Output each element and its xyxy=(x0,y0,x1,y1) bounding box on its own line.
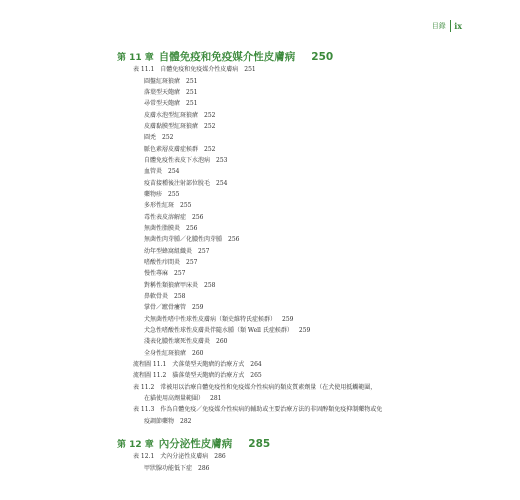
toc-page: 286 xyxy=(214,453,226,460)
toc-text: 表 12.1 犬內分泌性皮膚病 xyxy=(133,453,209,460)
toc-text: 流程圖 11.1 犬落葉型天皰瘡的治療方式 xyxy=(133,361,245,368)
toc-entry-page: 254 xyxy=(168,168,180,175)
header-divider xyxy=(450,20,451,32)
toc-entry[interactable] xyxy=(144,225,197,233)
toc-entry-page: 257 xyxy=(186,259,198,266)
toc-text: 疫調節藥物 xyxy=(144,417,175,425)
toc-entry-text: 自體免疫性表皮下水泡病 xyxy=(144,157,211,164)
toc-page: 264 xyxy=(250,361,262,368)
toc-entry[interactable] xyxy=(144,214,203,222)
toc-entry-text: 多形性紅斑 xyxy=(144,202,175,209)
toc-entry[interactable] xyxy=(144,316,293,324)
toc-entry[interactable] xyxy=(144,304,203,312)
toc-entry[interactable] xyxy=(144,350,203,358)
toc-table-12-1[interactable] xyxy=(133,453,226,461)
toc-table-11-2[interactable] xyxy=(133,384,376,392)
toc-entry[interactable] xyxy=(144,168,179,176)
toc-entry[interactable] xyxy=(144,293,185,301)
toc-text: 表 11.3 作為自體免疫／免疫媒介性疾病的輔助或主要治療方法的非固醇類免疫抑制藥物或免 xyxy=(133,406,383,413)
page-header xyxy=(432,20,462,32)
toc-page: 265 xyxy=(250,372,262,379)
toc-entry-text: 嗜酸性疖間炎 xyxy=(144,259,181,266)
toc-entry-page: 259 xyxy=(282,315,294,323)
toc-entry-page: 252 xyxy=(162,134,174,141)
toc-entry-text: 皮膚黏膜型紅斑狼瘡 xyxy=(144,123,199,130)
chapter-page: 285 xyxy=(248,438,271,450)
chapter-12-heading[interactable] xyxy=(117,436,270,451)
toc-entry-page: 259 xyxy=(298,327,311,334)
toc-entry-text: 鼻軟骨炎 xyxy=(144,293,169,300)
toc-text: 表 11.2 常被用以治療自體免疫性和免疫媒介性疾病的類皮質素劑量（在犬使用抵觸範圍， xyxy=(133,383,377,391)
toc-entry-text: 甲狀腺功能低下症 xyxy=(144,464,193,472)
toc-entry-page: 259 xyxy=(192,304,204,311)
chapter-title: 內分泌性皮膚病 xyxy=(158,438,233,450)
toc-entry[interactable] xyxy=(144,100,197,108)
toc-entry-text: 落葉型天皰瘡 xyxy=(144,89,181,96)
toc-entry-page: 251 xyxy=(186,100,198,107)
chapter-page: 250 xyxy=(311,51,334,63)
toc-entry-page: 260 xyxy=(192,349,204,357)
toc-entry-page: 254 xyxy=(216,179,228,187)
toc-entry-page: 252 xyxy=(204,145,216,153)
toc-entry-text: 淺表化膿性壞死性皮膚炎 xyxy=(144,338,211,345)
toc-entry-page: 286 xyxy=(198,464,210,472)
toc-entry[interactable] xyxy=(144,248,209,256)
toc-entry-text: 全身性紅斑狼瘡 xyxy=(144,349,187,357)
toc-page: 251 xyxy=(244,66,256,73)
toc-entry-page: 255 xyxy=(168,191,180,198)
toc-table-11-2-cont[interactable] xyxy=(144,395,221,403)
toc-text: 流程圖 11.2 貓落葉型天皰瘡的治療方式 xyxy=(133,372,245,379)
toc-entry-text: 無菌性脂膜炎 xyxy=(144,225,181,232)
toc-entry-page: 257 xyxy=(174,270,186,277)
header-page-number: ix xyxy=(454,21,462,31)
toc-entry-text: 圓盤紅斑狼瘡 xyxy=(144,77,181,85)
toc-table-11-1[interactable] xyxy=(133,66,256,74)
toc-entry-text: 犬無菌性嗜中性球性皮膚病（類史維特氏症候群） xyxy=(144,315,277,323)
toc-entry-text: 犬急性嗜酸性球性皮膚炎伴隨水腫（類 Well 氏症候群） xyxy=(144,327,293,334)
toc-entry-page: 256 xyxy=(186,225,198,232)
toc-entry[interactable] xyxy=(144,282,215,290)
toc-entry-page: 252 xyxy=(204,111,216,119)
toc-text: 表 11.1 自體免疫和免疫媒介性皮膚病 xyxy=(133,66,239,73)
toc-entry-page: 258 xyxy=(174,293,186,300)
chapter-11-heading[interactable] xyxy=(117,49,333,64)
toc-entry[interactable] xyxy=(144,202,191,210)
toc-entry-page: 252 xyxy=(204,123,216,130)
toc-table-11-3[interactable] xyxy=(133,406,382,414)
toc-entry-text: 掌骨／蹠骨瘻管 xyxy=(144,304,187,311)
toc-entry-text: 血管炎 xyxy=(144,168,163,175)
toc-flowchart-11-1[interactable] xyxy=(133,361,262,369)
toc-entry[interactable] xyxy=(144,146,215,154)
toc-entry-page: 255 xyxy=(180,202,192,209)
toc-entry-page: 260 xyxy=(216,338,228,345)
toc-text: 在貓使用高劑量範圍） xyxy=(144,395,205,402)
toc-entry-text: 幼年型蜂窩組織炎 xyxy=(144,247,193,255)
toc-entry[interactable] xyxy=(144,259,197,267)
toc-entry[interactable] xyxy=(144,123,215,131)
toc-entry-page: 256 xyxy=(192,213,204,221)
toc-entry-page: 253 xyxy=(216,157,228,164)
toc-entry[interactable] xyxy=(144,465,209,473)
toc-entry[interactable] xyxy=(144,191,179,199)
toc-entry-text: 毒性表皮溶解症 xyxy=(144,213,187,221)
toc-entry-text: 慢性蕁麻 xyxy=(144,270,169,277)
toc-entry-text: 無菌性肉芽腫／化膿性肉芽腫 xyxy=(144,236,223,243)
chapter-number: 第 11 章 xyxy=(117,53,154,63)
toc-entry[interactable] xyxy=(144,327,310,335)
toc-page: 281 xyxy=(210,395,222,402)
toc-entry[interactable] xyxy=(144,338,227,346)
toc-entry[interactable] xyxy=(144,270,185,278)
toc-entry[interactable] xyxy=(144,134,173,142)
toc-entry-text: 尋常型天皰瘡 xyxy=(144,100,181,107)
toc-entry-text: 藥物疹 xyxy=(144,191,163,198)
toc-entry-page: 258 xyxy=(204,281,216,289)
toc-entry[interactable] xyxy=(144,112,215,120)
toc-entry-page: 257 xyxy=(198,247,210,255)
toc-entry-page: 251 xyxy=(186,89,198,96)
toc-entry-text: 圓禿 xyxy=(144,134,157,141)
toc-flowchart-11-2[interactable] xyxy=(133,372,262,380)
toc-entry[interactable] xyxy=(144,180,227,188)
toc-entry[interactable] xyxy=(144,78,197,86)
chapter-number: 第 12 章 xyxy=(117,440,154,450)
toc-entry-text: 對稱性類狼瘡甲床炎 xyxy=(144,281,199,289)
toc-page: 282 xyxy=(180,417,192,425)
toc-entry-text: 皮膚水泡型紅斑狼瘡 xyxy=(144,111,199,119)
toc-entry-page: 251 xyxy=(186,77,198,85)
toc-entry[interactable] xyxy=(144,157,227,165)
toc-entry-page: 256 xyxy=(228,236,240,243)
toc-entry[interactable] xyxy=(144,89,197,97)
toc-entry-text: 疫苗接種後注射部位脫毛 xyxy=(144,179,211,187)
header-label: 目錄 xyxy=(431,22,446,30)
toc-table-11-3-cont[interactable] xyxy=(144,418,191,426)
toc-entry[interactable] xyxy=(144,236,239,244)
chapter-title: 自體免疫和免疫媒介性皮膚病 xyxy=(158,51,296,63)
toc-entry-text: 脈色素層皮膚症候群 xyxy=(144,145,199,153)
